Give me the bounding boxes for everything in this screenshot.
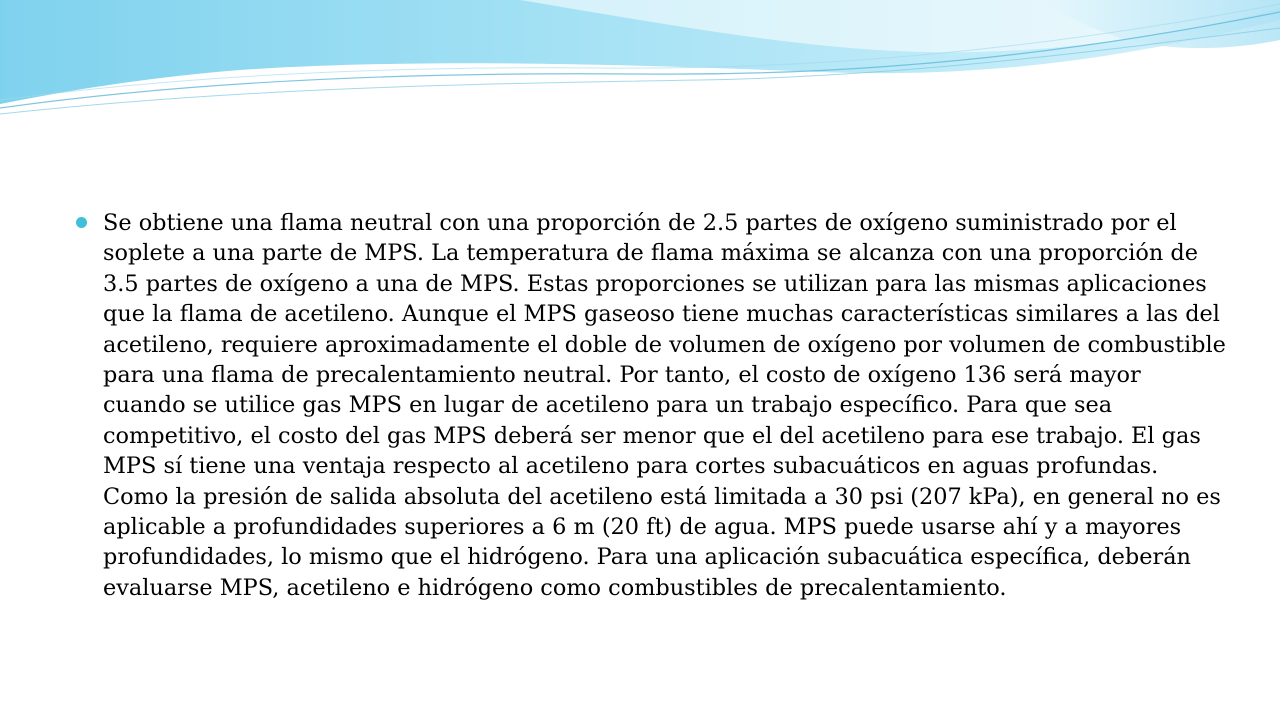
bullet-item bbox=[76, 208, 1226, 603]
slide-body bbox=[76, 208, 1226, 603]
bullet-text: Se obtiene una flama neutral con una proporción de 2.5 partes de oxígeno suministrado por el soplete a una parte de MPS. La temperatura de flama máxima se alcanza con una proporción de 3.5 partes de oxígeno a una de MPS. Estas proporciones se utilizan para las mismas aplicaciones que la flama de acetileno. Aunque el MPS gaseoso tiene muchas características similares a las del acetileno, requiere aproximadamente el doble de volumen de oxígeno por volumen de combustible para una flama de precalentamiento neutral. Por tanto, el costo de oxígeno 136 será mayor cuando se utilice gas MPS en lugar de acetileno para un trabajo específico. Para que sea competitivo, el costo del gas MPS deberá ser menor que el del acetileno para ese trabajo. El gas MPS sí tiene una ventaja respecto al acetileno para cortes subacuáticos en aguas profundas. Como la presión de salida absoluta del acetileno está limitada a 30 psi (207 kPa), en general no es aplicable a profundidades superiores a 6 m (20 ft) de agua. MPS puede usarse ahí y a mayores profundidades, lo mismo que el hidrógeno. Para una aplicación subacuática específica, deberán evaluarse MPS, acetileno e hidrógeno como combustibles de precalentamiento. bbox=[103, 210, 1226, 601]
decorative-wave-banner bbox=[0, 0, 1280, 130]
bullet-icon bbox=[76, 217, 87, 228]
